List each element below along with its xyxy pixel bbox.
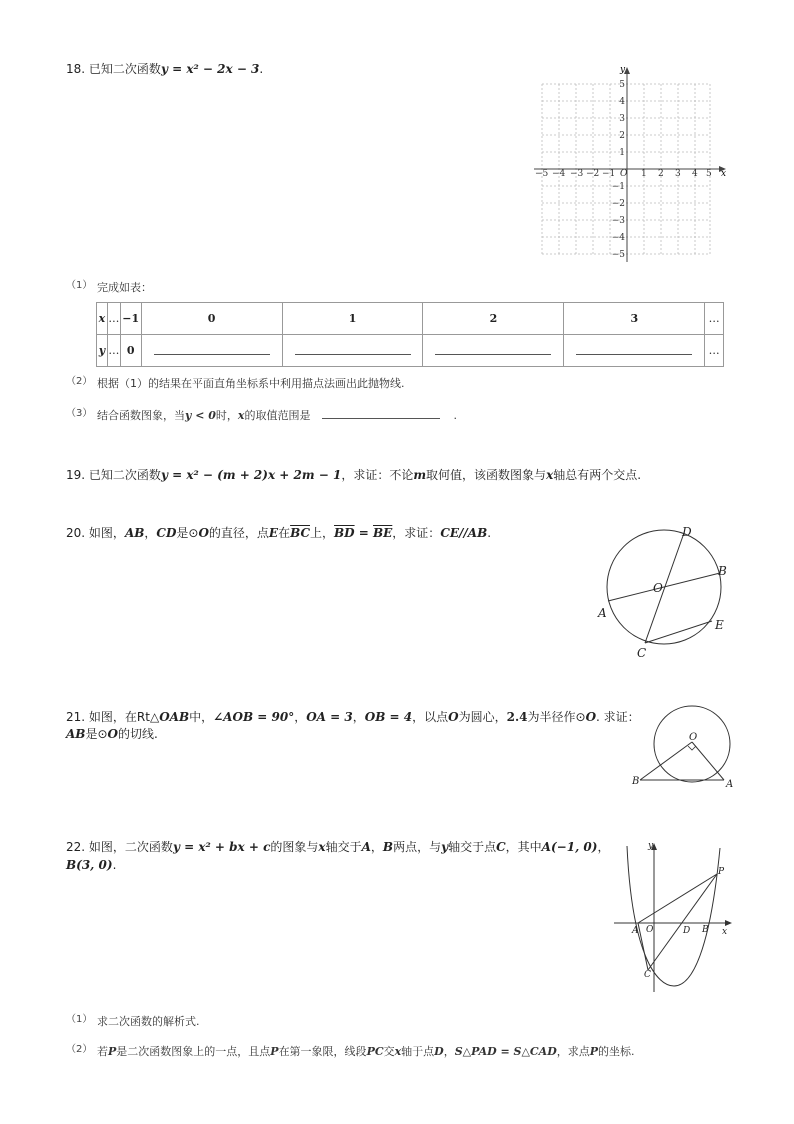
q22-stem [66,838,609,856]
math: P [589,1045,599,1058]
math: y = x² + bx + c [172,840,271,854]
math: = [354,526,373,540]
math: OAB [159,710,190,724]
x-tick: −3 [570,169,584,179]
text: . [453,409,457,422]
math: m [413,468,427,482]
q20-number: 20. [66,526,86,540]
diameter-cd [645,533,684,643]
q22-sub1-number: （1） [66,1014,93,1025]
diameter-ab [608,573,720,601]
table-row-x [97,303,724,335]
q18-sub2-text: 根据（1）的结果在平面直角坐标系中利用描点法画出此抛物线. [97,377,405,390]
y-tick: −5 [611,250,625,260]
label-c: C [644,970,651,980]
answer-blank[interactable] [322,408,440,419]
y-tick: 4 [619,97,625,107]
math: x [546,468,554,482]
text: 若 [97,1045,108,1058]
q18-number: 18. [66,62,86,76]
x-tick: 3 [675,169,681,179]
x-axis-arrow [725,920,732,926]
q18-stem [66,60,263,78]
math: OA = 3 [306,710,353,724]
q18-sub1 [66,276,92,291]
x-tick: −1 [602,169,616,179]
text: 如图， [88,526,125,540]
math: A [361,840,371,854]
label-d: D [683,926,691,936]
math: x [394,1045,402,1058]
label-y: y [648,841,654,851]
math: y < 0 [185,409,216,422]
x-tick: O [620,169,628,179]
circle-o [654,706,730,782]
label-p: P [718,867,725,877]
text: 已知二次函数 [88,468,161,482]
math: B(3, 0) [66,858,113,872]
math: x [318,840,326,854]
label-a: A [726,779,734,790]
q18-sub3-text [97,408,457,424]
label-a: A [598,606,607,620]
text: ，其中 [505,840,542,854]
table-row-y [97,335,724,367]
table-cell: 1 [282,303,423,335]
x-tick: 4 [692,169,698,179]
y-tick: −3 [611,216,625,226]
text: 轴交于 [325,840,362,854]
q22-sub2-text [97,1044,635,1060]
text: . 求证： [596,710,640,724]
q22-parabola-figure [612,836,736,992]
y-tick: 5 [619,80,625,90]
label-b: B [702,925,709,935]
text: 中， [189,710,214,724]
label-e: E [715,618,724,632]
arc-math: $\overline{BD}$ [334,526,355,540]
table-answer-cell[interactable] [141,335,282,367]
text: 轴总有两个交点. [553,468,642,482]
text: ， [597,840,610,854]
text: 轴于点 [401,1045,435,1058]
y-tick: −4 [611,233,625,243]
text: ， [352,710,365,724]
value-table [96,302,724,367]
text: 的直径，点 [208,526,269,540]
table-cell: … [107,335,120,367]
x-tick: 5 [706,169,712,179]
math: B [382,840,394,854]
math: C [496,840,506,854]
x-tick: −4 [552,169,566,179]
table-cell: 3 [564,303,705,335]
math: O [198,526,209,540]
text: 时， [215,409,238,422]
text: 在 [278,526,291,540]
math: A(−1, 0) [541,840,598,854]
text: 为圆心， [458,710,507,724]
text: 是⊙ [85,727,108,741]
math: y [441,840,449,854]
text: 两点，与 [393,840,442,854]
text: 的切线. [117,727,158,741]
label-o: O [689,732,698,743]
table-cell: y [97,335,108,367]
q18-formula: y = x² − 2x − 3 [160,62,260,76]
arc-math: $\overline{BC}$ [290,526,310,540]
table-cell: x [97,303,108,335]
text: . [112,858,117,872]
q18-sub1-text: 完成如表： [97,281,152,294]
table-cell: … [705,303,724,335]
text: 在第一象限，线段 [278,1045,367,1058]
text: . [487,526,492,540]
text: ， [370,840,383,854]
q21-stem [66,708,640,726]
answer-blank[interactable] [435,344,551,355]
table-answer-cell[interactable] [564,335,705,367]
q19-number: 19. [66,468,86,482]
math: O [107,727,118,741]
right-angle-mark [688,746,696,750]
text: 结合函数图象，当 [97,409,185,422]
text: 的图象与 [270,840,319,854]
math: OB = 4 [364,710,413,724]
text: 如图，二次函数 [88,840,173,854]
text: ，求证： [392,526,441,540]
q19-stem [66,466,641,484]
text: 为半径作⊙ [527,710,586,724]
text: 如图，在Rt△ [88,710,160,724]
x-axis-label: x [721,169,727,179]
x-tick-labels [535,169,712,179]
math: AB [66,727,86,741]
text: 上， [310,526,335,540]
table-answer-cell[interactable] [282,335,423,367]
answer-blank[interactable] [154,344,270,355]
math: E [268,526,279,540]
text: 是⊙ [176,526,199,540]
math: AB [124,526,145,540]
parabola-curve [627,846,720,986]
table-cell: 2 [423,303,564,335]
math: PC [366,1045,384,1058]
x-tick: −2 [586,169,600,179]
text: 是二次函数图象上的一点，且点 [116,1045,271,1058]
table-answer-cell[interactable] [423,335,564,367]
y-tick: 1 [619,148,625,158]
label-b: B [718,564,727,578]
q21-number: 21. [66,710,86,724]
sub-number: （1） [66,280,93,291]
math: S△PAD = S△CAD [454,1045,557,1058]
text: 交 [383,1045,395,1058]
q22-number: 22. [66,840,86,854]
x-tick: 2 [658,169,664,179]
q22-sub2-number: （2） [66,1044,93,1055]
label-d: D [682,525,692,539]
math: P [270,1045,279,1058]
label-o: O [653,581,663,595]
q21-stem-line2 [66,725,158,743]
y-tick: 3 [619,114,625,124]
text: ，以点 [412,710,449,724]
x-tick: 1 [641,169,647,179]
table-cell: −1 [120,303,141,335]
q18-text: 已知二次函数 [88,62,161,76]
q20-circle-figure [592,522,742,662]
y-tick: −2 [611,199,625,209]
label-a: A [632,926,639,936]
text: ， [443,1045,455,1058]
table-cell: … [107,303,120,335]
math: CE//AB [440,526,488,540]
math: O [448,710,459,724]
text: 取何值，该函数图象与 [426,468,547,482]
q22-sub1-text: 求二次函数的解析式. [97,1015,200,1028]
math: P [108,1045,117,1058]
math: D [434,1045,444,1058]
answer-blank[interactable] [295,344,411,355]
label-b: B [632,776,640,787]
q18-end: . [259,62,264,76]
text: 的取值范围是 [244,409,311,422]
label-x: x [722,927,728,937]
y-axis-label: y [620,65,626,75]
text: ， [144,526,157,540]
table-cell: 0 [120,335,141,367]
q20-stem [66,524,491,542]
y-tick: 2 [619,131,625,141]
q18-coordinate-grid [532,64,732,262]
text: 轴交于点 [448,840,497,854]
q21-triangle-figure [628,700,748,794]
math: y = x² − (m + 2)x + 2m − 1 [160,468,342,482]
table-cell: … [705,335,724,367]
y-tick: −1 [611,182,625,192]
text: 的坐标. [598,1045,635,1058]
math: x [237,409,245,422]
label-o: O [646,925,654,935]
segment-oa [692,742,724,780]
table-cell: 0 [141,303,282,335]
math: 2.4 [506,710,528,724]
arc-math: $\overline{BE}$ [373,526,393,540]
text: ，求证：不论 [341,468,414,482]
math: CD [156,526,177,540]
label-c: C [637,646,647,660]
segment-pc [648,874,717,970]
q18-sub2-number: （2） [66,376,93,387]
math: ∠AOB = 90° [213,710,295,724]
segment-ap [638,874,717,923]
segment-ob [640,742,692,780]
answer-blank[interactable] [576,344,692,355]
text: ，求点 [556,1045,590,1058]
x-tick: −5 [535,169,549,179]
math: O [585,710,597,724]
chord-ce [645,621,712,643]
q18-sub3-number: （3） [66,408,93,419]
text: ， [294,710,307,724]
q22-stem-line2 [66,856,116,874]
